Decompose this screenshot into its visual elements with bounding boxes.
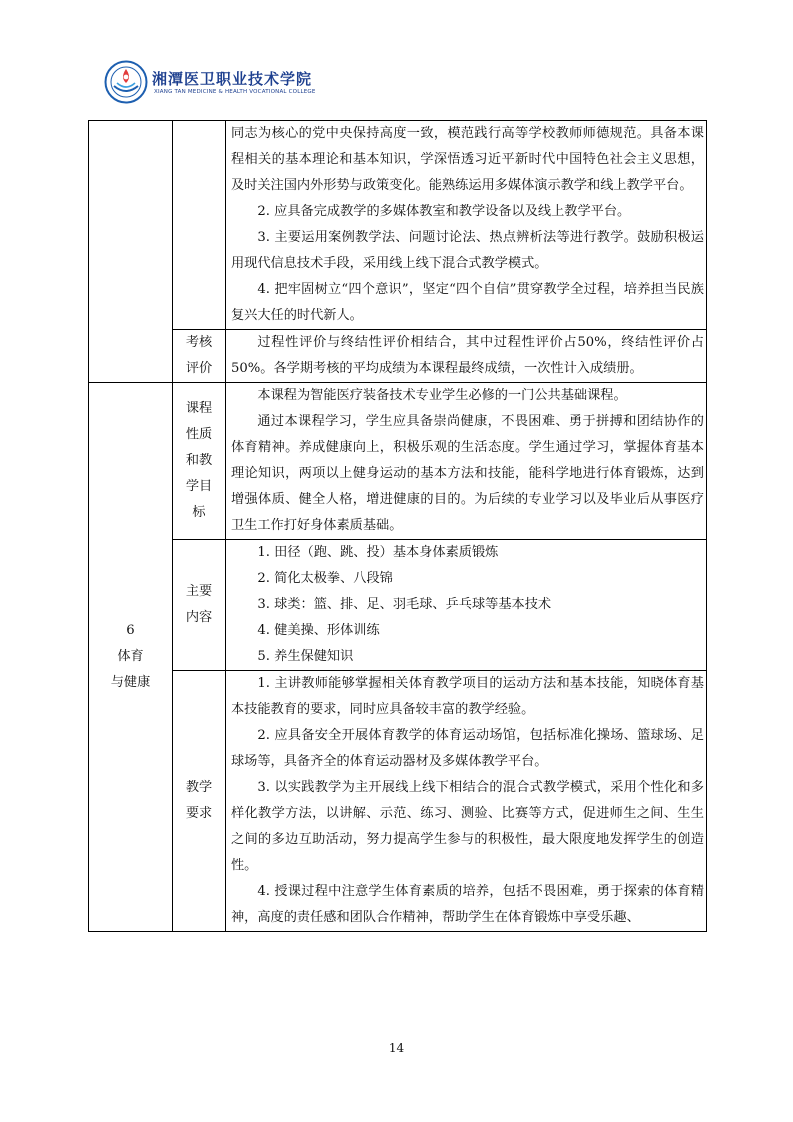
course-name-cell-previous	[89, 121, 173, 383]
school-name-en: XIANG TAN MEDICINE & HEALTH VOCATIONAL COLLEGE	[154, 89, 316, 95]
nature-text-cell	[226, 383, 707, 540]
assessment-text-cell	[226, 330, 707, 383]
requirements-label-cell	[173, 671, 226, 932]
label-line: 和教	[185, 453, 213, 468]
list-item: 3. 球类：篮、排、足、羽毛球、乒乓球等基本技术	[257, 597, 552, 612]
table-row	[89, 121, 707, 330]
content-label-cell	[173, 540, 226, 671]
paragraph: 4. 授课过程中注意学生体育素质的培养，包括不畏困难，勇于探索的体育精神，高度的责任感和团队合作精神，帮助学生在体育锻炼中享受乐趣、	[231, 884, 704, 925]
requirements-text-cell	[226, 671, 707, 932]
course-name-cell	[89, 383, 173, 932]
table-row	[89, 540, 707, 671]
content-text-cell	[226, 540, 707, 671]
list-item: 4. 健美操、形体训练	[257, 623, 380, 638]
label-line: 考核	[185, 335, 213, 350]
label-line: 标	[192, 505, 206, 520]
requirements-text-cell-previous	[226, 121, 707, 330]
course-number: 6	[126, 623, 135, 638]
assessment-label-cell	[173, 330, 226, 383]
paragraph: 3. 主要运用案例教学法、问题讨论法、热点辨析法等进行教学。鼓励积极运用现代信息技术手段，采用线上线下混合式教学模式。	[231, 230, 704, 271]
label-line: 学目	[185, 479, 213, 494]
page-number: 14	[388, 1041, 405, 1055]
label-line: 要求	[185, 806, 213, 821]
page-header	[104, 60, 364, 104]
table-row	[89, 383, 707, 540]
paragraph: 1. 主讲教师能够掌握相关体育教学项目的运动方法和基本技能，知晓体育基本技能教育的要求，同时应具备较丰富的教学经验。	[231, 676, 704, 717]
label-line: 内容	[185, 610, 213, 625]
table-row	[89, 671, 707, 932]
label-line: 教学	[185, 780, 213, 795]
list-item: 1. 田径（跑、跳、投）基本身体素质锻炼	[257, 545, 499, 560]
label-line: 评价	[185, 361, 213, 376]
course-name-line: 与健康	[110, 675, 151, 690]
curriculum-table	[88, 120, 707, 932]
list-item: 5. 养生保健知识	[257, 649, 354, 664]
paragraph: 3. 以实践教学为主开展线上线下相结合的混合式教学模式，采用个性化和多样化教学方法，以讲解、示范、练习、测验、比赛等方式，促进师生之间、生生之间的多边互助活动，努力提高学生参与的积极性，最大限度地发挥学生的创造性。	[231, 780, 704, 873]
label-line: 课程	[185, 401, 213, 416]
college-seal-icon	[104, 60, 148, 104]
label-line: 性质	[185, 427, 213, 442]
school-name-cn: 湘潭医卫职业技术学院	[152, 70, 313, 88]
requirements-label-cell-previous	[173, 121, 226, 330]
paragraph: 过程性评价与终结性评价相结合，其中过程性评价占50%，终结性评价占50%。各学期考核的平均成绩为本课程最终成绩，一次性计入成绩册。	[231, 335, 704, 376]
paragraph: 同志为核心的党中央保持高度一致，模范践行高等学校教师师德规范。具备本课程相关的基本理论和基本知识，学深悟透习近平新时代中国特色社会主义思想，及时关注国内外形势与政策变化。能熟练运用多媒体演示教学和线上教学平台。	[231, 126, 704, 193]
nature-label-cell	[173, 383, 226, 540]
list-item: 2. 简化太极拳、八段锦	[257, 571, 393, 586]
paragraph: 本课程为智能医疗装备技术专业学生必修的一门公共基础课程。	[257, 388, 627, 403]
table-row	[89, 330, 707, 383]
paragraph: 2. 应具备安全开展体育教学的体育运动场馆，包括标准化操场、篮球场、足球场等，具备齐全的体育运动器材及多媒体教学平台。	[231, 728, 704, 769]
paragraph: 通过本课程学习，学生应具备崇尚健康，不畏困难、勇于拼搏和团结协作的体育精神。养成健康向上，积极乐观的生活态度。学生通过学习，掌握体育基本理论知识，两项以上健身运动的基本方法和技能，能科学地进行体育锻炼，达到增强体质、健全人格，增进健康的目的。为后续的专业学习以及毕业后从事医疗卫生工作打好身体素质基础。	[231, 414, 704, 533]
paragraph: 4. 把牢固树立“四个意识”，坚定“四个自信”贯穿教学全过程，培养担当民族复兴大任的时代新人。	[231, 282, 704, 323]
label-line: 主要	[185, 584, 213, 599]
course-name-line: 体育	[117, 649, 144, 664]
paragraph: 2. 应具备完成教学的多媒体教室和教学设备以及线上教学平台。	[257, 204, 631, 219]
